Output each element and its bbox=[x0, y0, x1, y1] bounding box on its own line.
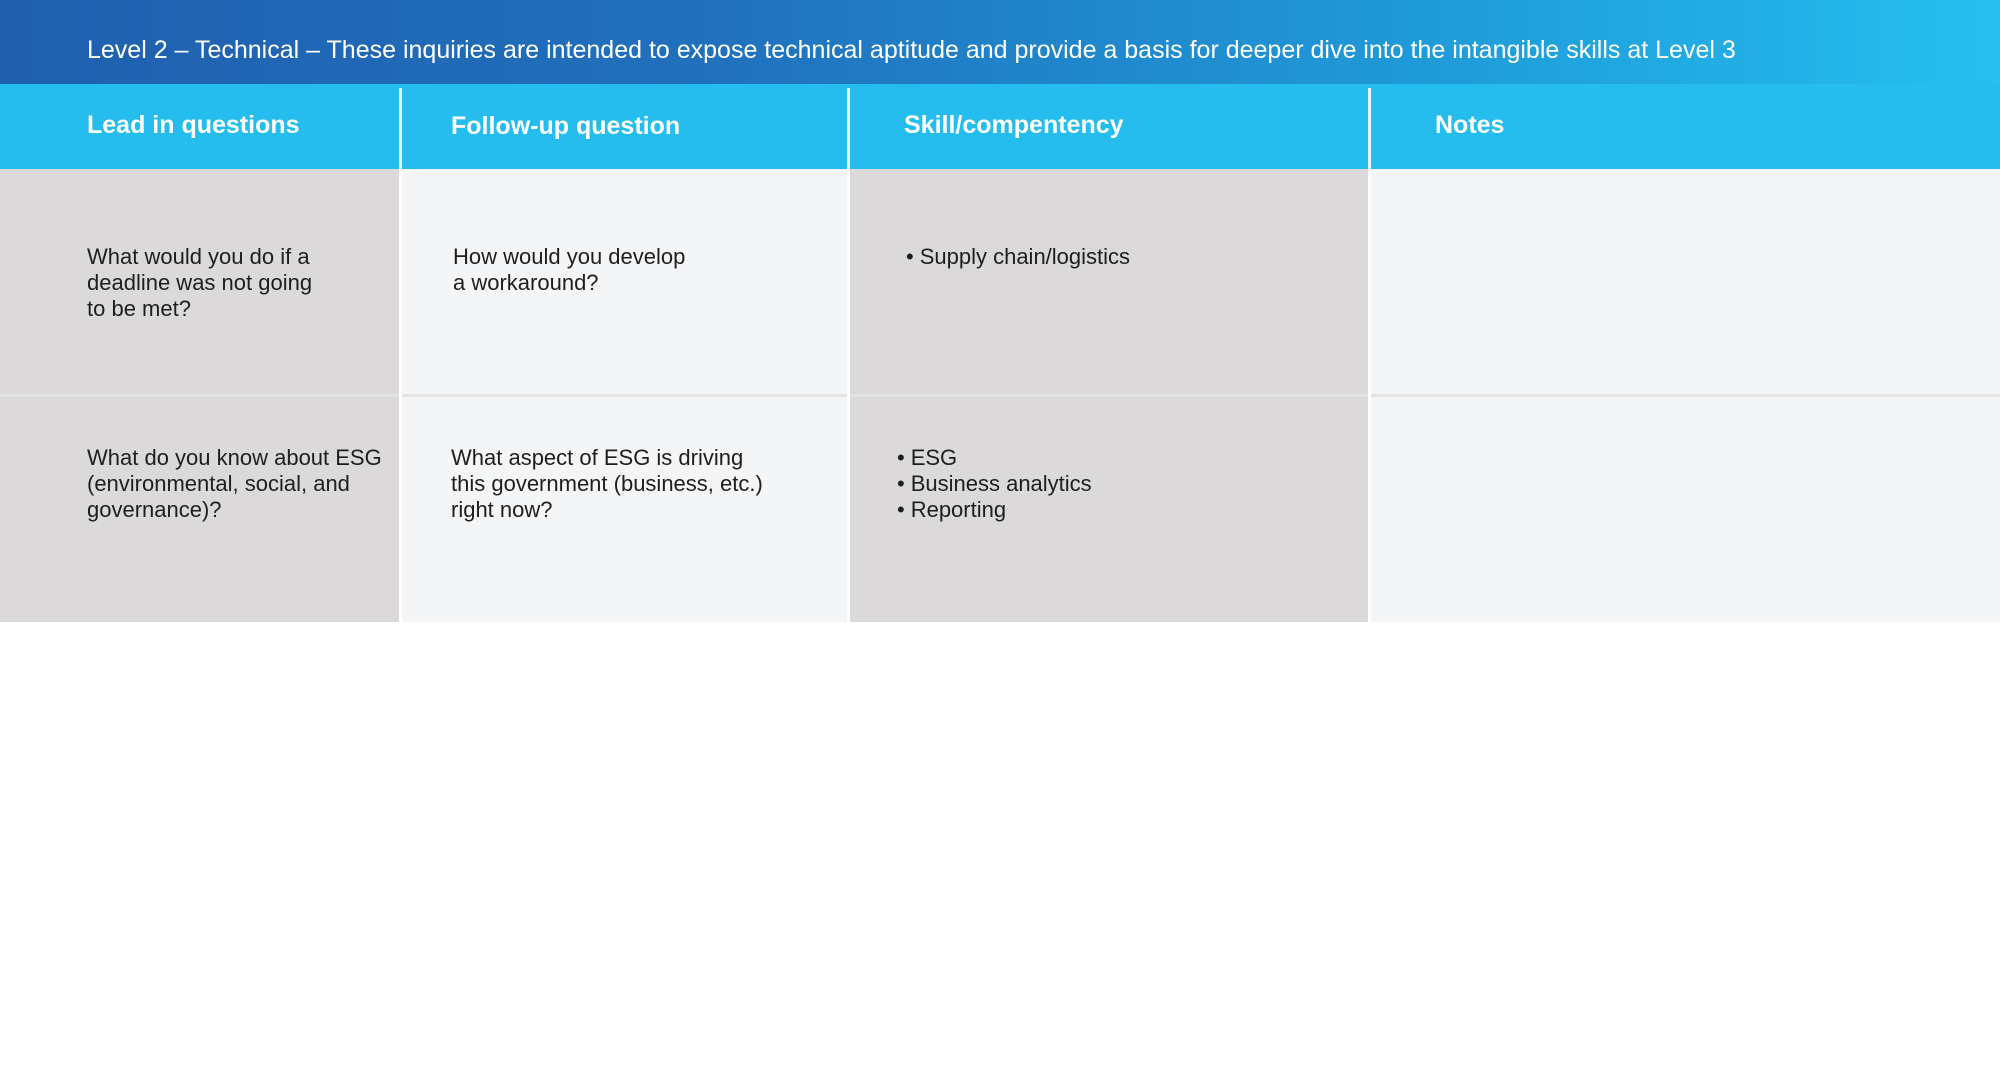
row1-notes-cell bbox=[1371, 169, 2000, 394]
banner-title: Level 2 – Technical – These inquiries are intended to expose technical aptitude and provide a basis for deeper dive into the intangible skills at Level 3 bbox=[87, 36, 1736, 64]
row1-followup-cell bbox=[401, 169, 849, 394]
header-divider bbox=[1368, 88, 1371, 169]
row2-skill-list bbox=[897, 445, 1092, 523]
row2-lead-question: What do you know about ESG (environmental, social, and governance)? bbox=[87, 445, 382, 522]
title-banner bbox=[0, 0, 2000, 84]
skill-item: • ESG bbox=[897, 445, 1092, 471]
row1-followup-question: How would you develop a workaround? bbox=[453, 244, 686, 295]
row2-followup-question: What aspect of ESG is driving this government (business, etc.) right now? bbox=[451, 445, 763, 522]
row2-lead-cell bbox=[0, 397, 401, 622]
header-divider bbox=[847, 88, 850, 169]
header-follow-up-question: Follow-up question bbox=[451, 112, 681, 140]
row2-notes-cell bbox=[1371, 397, 2000, 622]
table-header-row bbox=[0, 84, 2000, 169]
skill-item: • Business analytics bbox=[897, 471, 1092, 497]
row1-skill-cell bbox=[849, 169, 1371, 394]
row2-followup-cell bbox=[401, 397, 849, 622]
row1-lead-question: What would you do if a deadline was not going to be met? bbox=[87, 244, 313, 321]
column-divider bbox=[399, 169, 402, 622]
header-skill-competency: Skill/compentency bbox=[904, 111, 1124, 139]
header-notes: Notes bbox=[1435, 111, 1505, 139]
skill-item: • Supply chain/logistics bbox=[906, 244, 1130, 270]
row1-lead-cell bbox=[0, 169, 401, 394]
row2-skill-cell bbox=[849, 397, 1371, 622]
column-divider bbox=[1368, 169, 1371, 622]
skill-item: • Reporting bbox=[897, 497, 1092, 523]
header-lead-in-questions: Lead in questions bbox=[87, 111, 300, 139]
row1-skill-list bbox=[906, 244, 1130, 270]
column-divider bbox=[847, 169, 850, 622]
header-divider bbox=[399, 88, 402, 169]
